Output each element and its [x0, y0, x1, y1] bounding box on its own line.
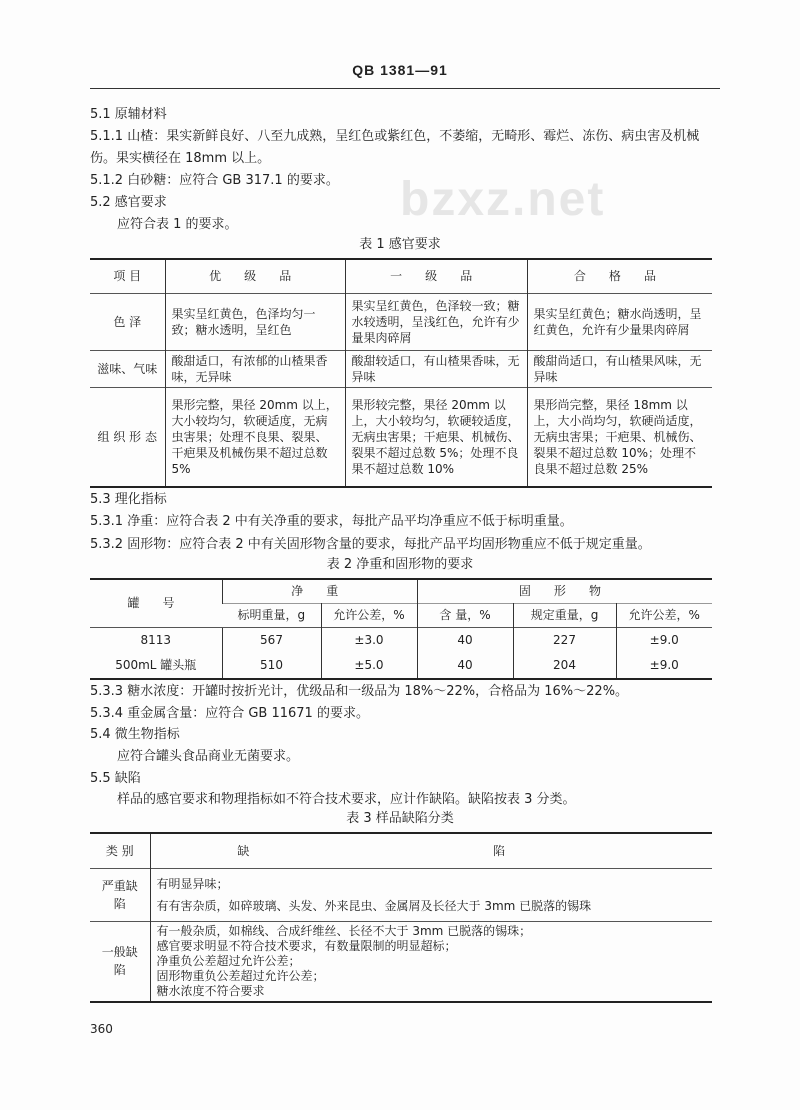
watermark: bzxz.net	[400, 173, 606, 226]
table1-caption: 表 1 感官要求	[359, 237, 441, 252]
section-5-3-2: 5.3.2 固形物：应符合表 2 中有关固形物含量的要求，每批产品平均固形物重应不低于规定重量。	[90, 537, 651, 552]
section-5-4-text: 应符合罐头食品商业无菌要求。	[117, 749, 300, 764]
cell: 果形尚完整，果径 18mm 以上，大小尚均匀，软硬尚适度，无病虫害果；干疤果、机械伤、裂果不超过总数 10%；处理不良果不超过总数 25%	[527, 387, 712, 487]
section-5-3-1: 5.3.1 净重：应符合表 2 中有关净重的要求，每批产品平均净重应不低于标明重量。	[90, 514, 573, 529]
cell: 酸甜较适口，有山楂果香味，无异味	[345, 350, 527, 387]
th-premium: 优 级 品	[165, 259, 345, 293]
section-5-1: 5.1 原辅材料	[90, 107, 167, 122]
section-5-1-1: 5.1.1 山楂：果实新鲜良好、八至九成熟，呈红色或紫红色，不萎缩，无畸形、霉烂、冻伤、病虫害及机械	[90, 129, 700, 144]
defect-item: 固形物重负公差超过允许公差；	[156, 968, 325, 983]
cell: 227	[513, 627, 616, 652]
th-labeled-weight: 标明重量，g	[237, 608, 306, 622]
defect-item: 净重负公差超过允许公差；	[156, 953, 301, 968]
th-solids: 固 形 物	[417, 579, 712, 603]
row-label: 色 泽	[113, 314, 142, 329]
th-content: 含 量，%	[417, 603, 513, 627]
cell	[150, 921, 712, 1002]
th-first: 一 级 品	[345, 259, 527, 293]
cell: 40	[417, 652, 513, 679]
th-specified-weight: 规定重量，g	[513, 603, 616, 627]
cell: 567	[222, 627, 321, 652]
section-5-3: 5.3 理化指标	[90, 492, 167, 507]
defect-item: 感官要求明显不符合技术要求，有数量限制的明显超标；	[156, 938, 457, 953]
table2-caption: 表 2 净重和固形物的要求	[326, 557, 474, 572]
cell: 果实呈红黄色；糖水尚透明，呈红黄色，允许有少量果肉碎屑	[527, 293, 712, 350]
cell: 果实呈红黄色，色泽较一致；糖水较透明，呈浅红色，允许有少量果肉碎屑	[345, 293, 527, 350]
row-label: 严重缺陷	[101, 878, 138, 911]
th-item: 项 目	[113, 269, 142, 284]
cell	[150, 868, 712, 921]
cell: ±5.0	[321, 652, 417, 679]
section-5-1-1-cont: 伤。果实横径在 18mm 以上。	[90, 151, 271, 166]
table3-caption: 表 3 样品缺陷分类	[346, 811, 454, 826]
th-can-number: 罐 号	[90, 579, 222, 627]
cell: 40	[417, 627, 513, 652]
section-5-5: 5.5 缺陷	[90, 771, 141, 786]
cell: 酸甜尚适口，有山楂果风味，无异味	[527, 350, 712, 387]
section-5-5-text: 样品的感官要求和物理指标如不符合技术要求，应计作缺陷。缺陷按表 3 分类。	[117, 792, 576, 807]
section-5-3-3: 5.3.3 糖水浓度：开罐时按折光计，优级品和一级品为 18%～22%，合格品为 16%～22%。	[90, 684, 629, 699]
cell: ±3.0	[321, 627, 417, 652]
th-category: 类 别	[105, 843, 134, 858]
page-number: 360	[90, 1022, 113, 1036]
header-rule	[90, 88, 720, 89]
cell: ±9.0	[616, 627, 712, 652]
defect-item: 有有害杂质，如碎玻璃、头发、外来昆虫、金属屑及长径大于 3mm 已脱落的锡珠	[156, 898, 592, 913]
table-sensory	[90, 258, 712, 488]
th-tolerance: 允许公差，%	[321, 603, 417, 627]
cell: 8113	[140, 632, 172, 647]
table-defects	[90, 832, 712, 1003]
section-5-1-2: 5.1.2 白砂糖：应符合 GB 317.1 的要求。	[90, 173, 339, 188]
cell: 果形较完整，果径 20mm 以上，大小较均匀，软硬较适度，无病虫害果；干疤果、机械伤、裂果不超过总数 5%；处理不良果不超过总数 10%	[345, 387, 527, 487]
defect-item: 有明显异味；	[156, 876, 229, 891]
th-defect: 缺 陷	[150, 833, 712, 868]
cell: ±9.0	[616, 652, 712, 679]
section-5-2-text: 应符合表 1 的要求。	[117, 217, 238, 232]
defect-item: 有一般杂质，如棉线、合成纤维丝、长径不大于 3mm 已脱落的锡珠；	[156, 923, 532, 938]
cell: 果实呈红黄色，色泽均匀一致；糖水透明，呈红色	[165, 293, 345, 350]
row-label: 一般缺陷	[101, 945, 138, 977]
defect-item: 糖水浓度不符合要求	[156, 983, 265, 998]
section-5-3-4: 5.3.4 重金属含量：应符合 GB 11671 的要求。	[90, 706, 369, 721]
table-net-weight	[90, 578, 712, 680]
th-tolerance: 允许公差，%	[616, 603, 712, 627]
th-qualified: 合 格 品	[527, 259, 712, 293]
cell: 酸甜适口，有浓郁的山楂果香味，无异味	[165, 350, 345, 387]
th-net-weight: 净 重	[222, 579, 417, 603]
section-5-4: 5.4 微生物指标	[90, 727, 180, 742]
cell: 204	[513, 652, 616, 679]
row-label: 滋味、气味	[97, 361, 158, 376]
section-5-2: 5.2 感官要求	[90, 195, 167, 210]
cell: 果形完整，果径 20mm 以上，大小较均匀，软硬适度，无病虫害果；处理不良果、裂果、干疤果及机械伤果不超过总数 5%	[165, 387, 345, 487]
cell: 500mL 罐头瓶	[115, 658, 197, 672]
standard-number-header: QB 1381—91	[352, 62, 448, 78]
cell: 510	[222, 652, 321, 679]
row-label: 组 织 形 态	[97, 429, 157, 444]
